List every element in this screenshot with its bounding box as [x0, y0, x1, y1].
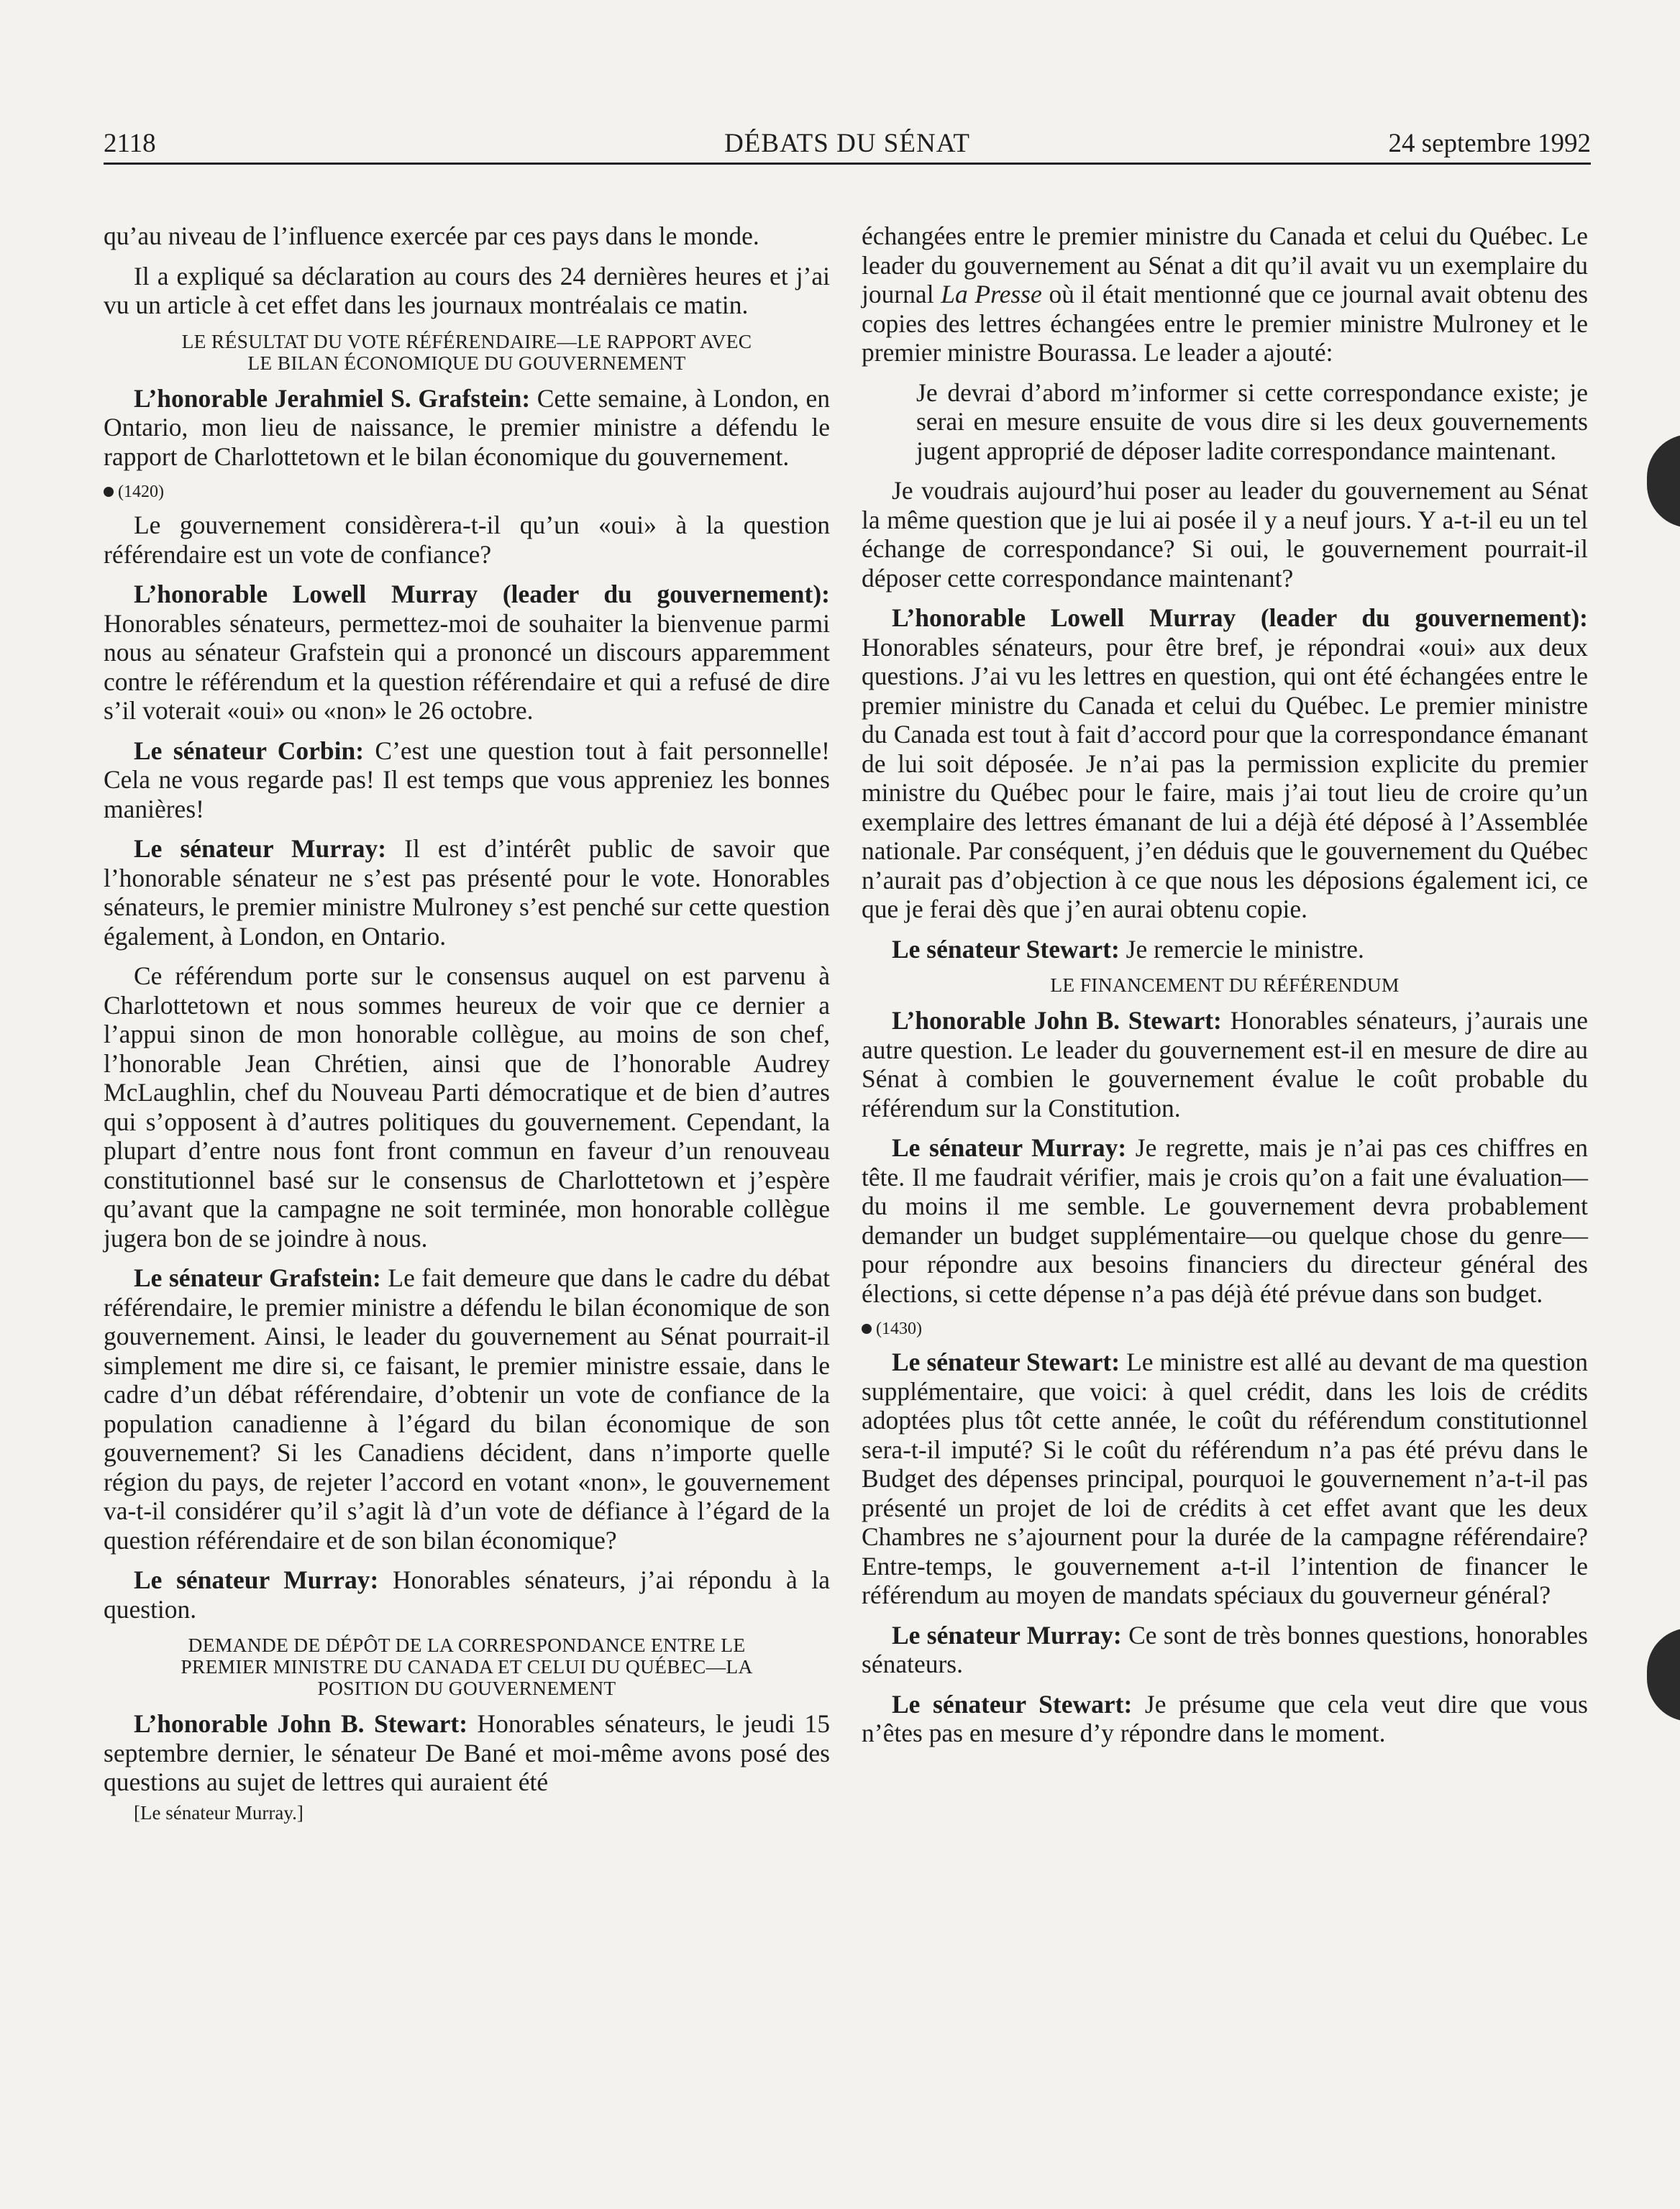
speech-paragraph [104, 384, 830, 472]
speech-paragraph [862, 603, 1588, 924]
heading-line: DEMANDE DE DÉPÔT DE LA CORRESPONDANCE ENTRE LE [188, 1634, 746, 1656]
speech-paragraph [862, 1348, 1588, 1610]
time-marker-label: (1430) [876, 1320, 922, 1338]
publication-title: DÉBATS DU SÉNAT [724, 129, 970, 158]
speech-text: C’est une question tout à fait personnelle! Cela ne vous regarde pas! Il est temps que vous appreniez les bonnes manières! [104, 736, 830, 823]
publication-date: 24 septembre 1992 [1388, 129, 1591, 158]
section-heading [104, 1634, 830, 1699]
heading-line: POSITION DU GOUVERNEMENT [317, 1677, 616, 1699]
speech-text: Le ministre est allé au devant de ma question supplémentaire, que voici: à quel crédit, dans les lois de crédits adoptées plus tôt cette année, le coût du référendum constitutionnel sera-t-il imputé? Si le coût du référendum n’a pas été prévu dans le Budget des dépenses principal, pourquoi le gouvernement n’a-t-il pas présenté un projet de loi de crédits à cet effet avant que les deux Chambres ne s’ajournent pour la durée de la campagne référendaire? Entre-temps, le gouvernement a-t-il l’intention de financer le référendum au moyen de mandats spéciaux du gouverneur général? [862, 1348, 1588, 1609]
speech-text: Il est d’intérêt public de savoir que l’honorable sénateur ne s’est pas présenté pour le vote. Honorables sénateurs, le premier ministre Mulroney s’est penché sur cette question également, à London, en Ontario. [104, 834, 830, 951]
block-quote: Je devrai d’abord m’informer si cette correspondance existe; je serai en mesure ensuite de vous dire si les deux gouvernements jugent approprié de déposer ladite correspondance maintenant. [916, 378, 1588, 465]
speech-paragraph [104, 1709, 830, 1797]
binder-hole [1647, 434, 1680, 528]
speaker-name: Le sénateur Murray: [892, 1133, 1127, 1162]
speaker-name: Le sénateur Murray: [892, 1620, 1122, 1650]
speech-paragraph [104, 736, 830, 824]
speaker-name: Le sénateur Stewart: [892, 934, 1120, 964]
left-column [104, 221, 830, 1835]
speaker-name: L’honorable John B. Stewart: [892, 1006, 1222, 1035]
time-marker [104, 482, 830, 502]
speech-paragraph [104, 1263, 830, 1555]
heading-line: LE FINANCEMENT DU RÉFÉRENDUM [1050, 974, 1400, 996]
speech-paragraph [862, 1690, 1588, 1748]
paragraph: qu’au niveau de l’influence exercée par ces pays dans le monde. [104, 221, 759, 250]
speech-paragraph [862, 1133, 1588, 1308]
section-heading [862, 974, 1588, 996]
paragraph: Le gouvernement considèrera-t-il qu’un «oui» à la question référendaire est un vote de confiance? [104, 511, 830, 569]
paragraph [862, 221, 1588, 367]
time-marker-label: (1420) [118, 482, 164, 501]
bullet-icon [862, 1324, 872, 1334]
speech-text: Je présume que cela veut dire que vous n’êtes pas en mesure d’y répondre dans le moment. [862, 1689, 1588, 1747]
speech-text: Honorables sénateurs, j’ai répondu à la question. [104, 1565, 830, 1624]
speech-text: Le fait demeure que dans le cadre du débat référendaire, le premier ministre a défendu le bilan économique de son gouvernement. Ainsi, le leader du gouvernement au Sénat pourrait-il simplement me dire si, ce faisant, le premier ministre essaie, dans le cadre d’un débat référendaire, d’obtenir un vote de confiance de la population canadienne à l’égard du bilan économique de son gouvernement? Si les Canadiens décident, dans n’importe quelle région du pays, de rejeter l’accord en votant «non», le gouvernement va-t-il considérer qu’il s’agit là d’un vote de défiance à l’égard de la question référendaire et de son bilan économique? [104, 1263, 830, 1555]
speaker-name: L’honorable John B. Stewart: [134, 1709, 468, 1738]
page-header [104, 127, 1591, 161]
speech-text: Honorables sénateurs, permettez-moi de souhaiter la bienvenue parmi nous au sénateur Grafstein qui a prononcé un discours apparemment contre le référendum et la question référendaire et qui a refusé de dire s’il voterait «oui» ou «non» le 26 octobre. [104, 608, 830, 725]
speaker-name: Le sénateur Grafstein: [134, 1263, 381, 1292]
continuation-note: [Le sénateur Murray.] [134, 1801, 303, 1824]
speaker-name: Le sénateur Stewart: [892, 1348, 1120, 1376]
speech-text: Honorables sénateurs, j’aurais une autre question. Le leader du gouvernement est-il en mesure de dire au Sénat à combien le gouvernement évalue le coût probable du référendum sur la Constitution. [862, 1006, 1588, 1122]
speaker-name: Le sénateur Murray: [134, 1565, 379, 1594]
speech-paragraph [104, 834, 830, 951]
speech-text: Cette semaine, à London, en Ontario, mon lieu de naissance, le premier ministre a défendu le rapport de Charlottetown et le bilan économique du gouvernement. [104, 383, 830, 471]
heading-line: PREMIER MINISTRE DU CANADA ET CELUI DU QUÉBEC—LA [181, 1655, 753, 1678]
header-rule [104, 163, 1591, 165]
speech-paragraph [862, 1006, 1588, 1122]
speech-text: Je remercie le ministre. [1119, 934, 1364, 964]
speech-text: Honorables sénateurs, le jeudi 15 septembre dernier, le sénateur De Bané et moi-même avons posé des questions au sujet de lettres qui auraient été [104, 1709, 830, 1796]
right-column [862, 221, 1588, 1759]
time-marker [862, 1319, 1588, 1339]
heading-line: LE RÉSULTAT DU VOTE RÉFÉRENDAIRE—LE RAPPORT AVEC [181, 329, 752, 352]
paragraph: Ce référendum porte sur le consensus auquel on est parvenu à Charlottetown et nous sommes heureux de voir que ce dernier a l’appui sinon de mon honorable collègue, au moins de son chef, l’honorable Jean Chrétien, ainsi que de l’honorable Audrey McLaughlin, chef du Nouveau Parti démocratique et de bien d’autres qui s’opposent à d’autres politiques du gouvernement. Cependant, la plupart d’entre nous font front commun en faveur d’un renouveau constitutionnel basé sur le consensus de Charlottetown et j’espère qu’avant que la campagne ne soit terminée, mon honorable collègue jugera bon de se joindre à nous. [104, 961, 830, 1253]
speaker-name: L’honorable Lowell Murray (leader du gouvernement): [134, 580, 830, 608]
speech-text: Honorables sénateurs, pour être bref, je répondrai «oui» aux deux questions. J’ai vu les lettres en question, qui ont été échangées entre le premier ministre du Canada et celui du Québec. Le premier ministre du Canada est tout à fait d’accord pour que la correspondance émanant de lui soit déposée. Je n’ai pas la permission explicite du premier ministre du Québec pour le faire, mais j’ai tout lieu de croire qu’un exemplaire des lettres émanant de lui a déjà été déposé à l’Assemblée nationale. Par conséquent, j’en déduis que le gouvernement du Québec n’aurait pas d’objection à ce que nous les déposions également ici, ce que je ferai dès que j’en aurai obtenu copie. [862, 632, 1588, 923]
speaker-name: Le sénateur Corbin: [134, 736, 365, 765]
paragraph: Je voudrais aujourd’hui poser au leader du gouvernement au Sénat la même question que je lui ai posée il y a neuf jours. Y a-t-il eu un tel échange de correspondance? Si oui, le gouvernement pourrait-il déposer cette correspondance maintenant? [862, 476, 1588, 593]
binder-hole [1647, 1628, 1680, 1721]
speech-text: Je regrette, mais je n’ai pas ces chiffres en tête. Il me faudrait vérifier, mais je crois qu’on a fait une évaluation—du moins il me semble. Le gouvernement devra probablement demander un budget supplémentaire—ou quelque chose du genre—pour répondre aux besoins financiers du directeur général des élections, si cette dépense n’a pas déjà été prévue dans son budget. [862, 1133, 1588, 1308]
speaker-name: Le sénateur Murray: [134, 834, 387, 863]
speech-paragraph [862, 935, 1588, 964]
speaker-name: L’honorable Lowell Murray (leader du gouvernement): [892, 603, 1588, 632]
speech-paragraph [104, 580, 830, 726]
speech-text: Ce sont de très bonnes questions, honorables sénateurs. [862, 1620, 1588, 1678]
page-number: 2118 [104, 129, 156, 158]
paragraph: Il a expliqué sa déclaration au cours des 24 dernières heures et j’ai vu un article à cet effet dans les journaux montréalais ce matin. [104, 261, 830, 319]
section-heading [104, 331, 830, 374]
speaker-name: L’honorable Jerahmiel S. Grafstein: [134, 383, 531, 413]
speech-paragraph [862, 1621, 1588, 1679]
paragraph-text: échangées entre le premier ministre du Canada et celui du Québec. Le leader du gouvernement au Sénat a dit qu’il avait vu un exemplaire du journal [862, 221, 1588, 308]
newspaper-title: La Presse [941, 280, 1042, 308]
paragraph-text: où il était mentionné que ce journal avait obtenu des copies des lettres échangées entre le premier ministre Mulroney et le premier ministre Bourassa. Le leader a ajouté: [862, 280, 1589, 367]
bullet-icon [104, 487, 114, 497]
heading-line: LE BILAN ÉCONOMIQUE DU GOUVERNEMENT [247, 351, 686, 374]
speaker-name: Le sénateur Stewart: [892, 1689, 1133, 1719]
speech-paragraph [104, 1565, 830, 1624]
